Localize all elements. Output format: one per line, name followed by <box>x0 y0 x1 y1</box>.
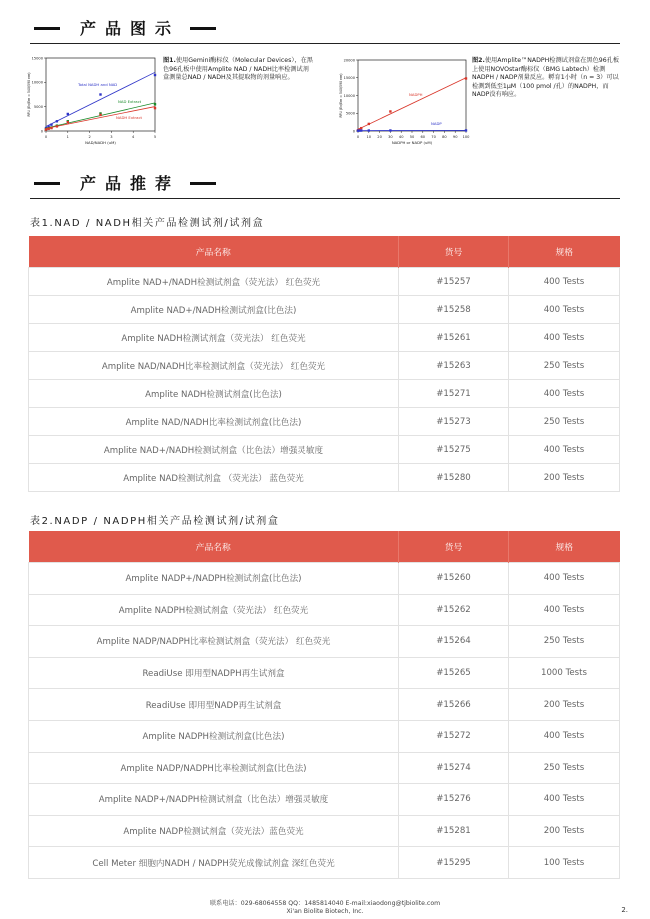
column-header-size: 规格 <box>509 236 620 268</box>
x-tick-label: 0 <box>356 135 360 139</box>
catalog-number: #15266 <box>399 689 509 721</box>
data-point <box>45 128 47 130</box>
section-title-recommend: 产品推荐 <box>80 174 181 193</box>
package-size: 250 Tests <box>509 352 620 380</box>
figure1-caption <box>163 57 313 83</box>
package-size: 250 Tests <box>509 752 620 784</box>
heading-dash-left <box>34 27 60 30</box>
catalog-number: #15258 <box>399 296 509 324</box>
product-name: Amplite NAD+/NADH检测试剂盒（荧光法） 红色荧光 <box>29 268 399 296</box>
series-label: NADH Extract <box>116 115 143 120</box>
product-name: Amplite NADP+/NADPH检测试剂盒(比色法) <box>29 563 399 595</box>
table1-title: 表1.NAD / NADH相关产品检测试剂/试剂盒 <box>30 218 265 229</box>
table-row <box>29 784 620 816</box>
y-tick-label: 5000 <box>33 104 43 109</box>
x-tick-label: 3 <box>110 135 113 139</box>
catalog-number: #15264 <box>399 626 509 658</box>
catalog-number: #15273 <box>399 408 509 436</box>
catalog-number: #15295 <box>399 847 509 879</box>
heading-dash-right <box>190 27 216 30</box>
series-label: Total NADH and NAD <box>78 82 118 87</box>
data-point <box>56 120 58 122</box>
y-tick-label: 5000 <box>345 111 355 116</box>
data-point <box>389 129 391 131</box>
catalog-number: #15272 <box>399 720 509 752</box>
table-row <box>29 436 620 464</box>
package-size: 400 Tests <box>509 296 620 324</box>
x-tick-label: 40 <box>398 135 404 139</box>
package-size: 400 Tests <box>509 324 620 352</box>
y-tick-label: 15000 <box>31 56 43 61</box>
data-point <box>99 93 101 95</box>
footer-contact: 联系电话：029-68064558 QQ：1485814040 E-mail:xiaodong@tjbiolite.com <box>209 900 441 907</box>
product-name: Cell Meter 细胞内NADH / NADPH荧光成像试剂盒 深红色荧光 <box>29 847 399 879</box>
heading-dash-right <box>190 182 216 185</box>
product-name: Amplite NADH检测试剂盒(比色法) <box>29 380 399 408</box>
data-point <box>368 123 370 125</box>
table-row <box>29 268 620 296</box>
product-name: Amplite NAD+/NADH检测试剂盒(比色法) <box>29 296 399 324</box>
package-size: 400 Tests <box>509 268 620 296</box>
series-line <box>358 78 466 130</box>
catalog-number: #15262 <box>399 594 509 626</box>
series-label: NAD Extract <box>118 99 142 104</box>
data-point <box>56 125 58 127</box>
product-name: Amplite NAD/NADH比率检测试剂盒(比色法) <box>29 408 399 436</box>
y-axis-label: RFU (Ex/Em = 540/590 nm) <box>339 73 343 118</box>
series-label: NADP <box>431 121 442 126</box>
section-rule <box>30 198 620 199</box>
x-axis-label: NADPH or NADP (uM) <box>391 140 433 145</box>
data-point <box>50 123 52 125</box>
package-size: 200 Tests <box>509 815 620 847</box>
data-point <box>465 129 467 131</box>
catalog-number: #15257 <box>399 268 509 296</box>
package-size: 400 Tests <box>509 436 620 464</box>
data-point <box>368 129 370 131</box>
product-name: ReadiUse 即用型NADP再生试剂盒 <box>29 689 399 721</box>
data-point <box>154 103 156 105</box>
heading-dash-left <box>34 182 60 185</box>
data-point <box>67 113 69 115</box>
y-tick-label: 15000 <box>343 76 355 81</box>
figure2-caption <box>472 57 622 100</box>
column-header-name: 产品名称 <box>29 236 399 268</box>
footer-company: Xi'an Biolite Biotech, Inc. <box>286 908 364 915</box>
y-tick-label: 10000 <box>31 80 43 85</box>
x-tick-label: 20 <box>377 135 382 139</box>
column-header-catalog: 货号 <box>399 531 509 563</box>
figure1-chart <box>20 52 160 148</box>
table-row <box>29 689 620 721</box>
package-size: 400 Tests <box>509 380 620 408</box>
catalog-number: #15261 <box>399 324 509 352</box>
data-point <box>154 74 156 76</box>
data-point <box>67 121 69 123</box>
catalog-number: #15275 <box>399 436 509 464</box>
table-row <box>29 296 620 324</box>
figure1-caption-text: 使用Gemini酶标仪（Molecular Devices），在黑色96孔板中使用Amplite NAD / NADH比率检测试剂盒测量总NAD / NADH及其提取物的剂量响应。 <box>163 57 313 82</box>
x-tick-label: 50 <box>409 135 415 139</box>
data-point <box>50 127 52 129</box>
product-name: Amplite NADP/NADPH比率检测试剂盒(比色法) <box>29 752 399 784</box>
x-tick-label: 90 <box>452 135 458 139</box>
x-tick-label: 2 <box>88 135 91 139</box>
x-tick-label: 1 <box>66 135 69 139</box>
data-point <box>47 128 49 130</box>
product-name: Amplite NADP/NADPH比率检测试剂盒（荧光法） 红色荧光 <box>29 626 399 658</box>
table-row <box>29 594 620 626</box>
series-label: NADPH <box>409 92 423 97</box>
table-row <box>29 563 620 595</box>
page-number: 2. <box>621 906 628 914</box>
product-name: Amplite NADPH检测试剂盒(比色法) <box>29 720 399 752</box>
package-size: 250 Tests <box>509 626 620 658</box>
data-point <box>154 107 156 109</box>
product-name: Amplite NAD检测试剂盒 （荧光法） 蓝色荧光 <box>29 464 399 492</box>
package-size: 200 Tests <box>509 464 620 492</box>
table-row <box>29 752 620 784</box>
table-header-row <box>29 531 620 563</box>
package-size: 400 Tests <box>509 784 620 816</box>
table-header-row <box>29 236 620 268</box>
x-tick-label: 100 <box>462 135 470 139</box>
package-size: 100 Tests <box>509 847 620 879</box>
data-point <box>360 127 362 129</box>
x-tick-label: 0 <box>44 135 48 139</box>
figure1-caption-label: 图1. <box>163 57 176 64</box>
x-tick-label: 60 <box>420 135 426 139</box>
column-header-size: 规格 <box>509 531 620 563</box>
table-row <box>29 657 620 689</box>
y-tick-label: 10000 <box>343 93 355 98</box>
package-size: 250 Tests <box>509 408 620 436</box>
data-point <box>99 114 101 116</box>
table2-title: 表2.NADP / NADPH相关产品检测试剂/试剂盒 <box>30 516 280 527</box>
table2 <box>28 531 620 879</box>
catalog-number: #15265 <box>399 657 509 689</box>
catalog-number: #15281 <box>399 815 509 847</box>
x-tick-label: 70 <box>431 135 436 139</box>
y-tick-label: 0 <box>352 129 355 134</box>
x-tick-label: 80 <box>442 135 447 139</box>
catalog-number: #15263 <box>399 352 509 380</box>
table-row <box>29 626 620 658</box>
table-row <box>29 352 620 380</box>
package-size: 200 Tests <box>509 689 620 721</box>
x-tick-label: 10 <box>366 135 372 139</box>
x-tick-label: 4 <box>132 135 135 139</box>
data-point <box>389 110 391 112</box>
package-size: 400 Tests <box>509 563 620 595</box>
product-name: Amplite NADP检测试剂盒（荧光法）蓝色荧光 <box>29 815 399 847</box>
table-row <box>29 408 620 436</box>
column-header-catalog: 货号 <box>399 236 509 268</box>
data-point <box>358 129 360 131</box>
y-tick-label: 0 <box>40 129 43 134</box>
table-row <box>29 815 620 847</box>
package-size: 400 Tests <box>509 594 620 626</box>
section-title-figures: 产品图示 <box>80 19 181 38</box>
data-point <box>360 129 362 131</box>
product-name: Amplite NAD/NADH比率检测试剂盒（荧光法） 红色荧光 <box>29 352 399 380</box>
table1 <box>28 236 620 492</box>
table-row <box>29 720 620 752</box>
table-row <box>29 847 620 879</box>
table-row <box>29 464 620 492</box>
section-rule <box>30 43 620 44</box>
catalog-number: #15280 <box>399 464 509 492</box>
figure2-caption-label: 图2. <box>472 57 485 64</box>
column-header-name: 产品名称 <box>29 531 399 563</box>
product-name: Amplite NADP+/NADPH检测试剂盒（比色法）增强灵敏度 <box>29 784 399 816</box>
x-axis-label: NAD/NADH (uM) <box>85 140 116 145</box>
package-size: 400 Tests <box>509 720 620 752</box>
catalog-number: #15274 <box>399 752 509 784</box>
catalog-number: #15260 <box>399 563 509 595</box>
figure2-caption-text: 使用Amplite™NADPH检测试剂盒在黑色96孔板上使用NOVOstar酶标仪（BMG Labtech）检测NADPH / NADP剂量反应。孵育1小时（n = 3）可以检测到低至1μM（100 pmol /孔）的NADPH，而NADP没有响应。 <box>472 57 620 99</box>
data-point <box>465 77 467 79</box>
catalog-number: #15276 <box>399 784 509 816</box>
product-name: Amplite NAD+/NADH检测试剂盒（比色法）增强灵敏度 <box>29 436 399 464</box>
x-tick-label: 5 <box>153 135 157 139</box>
section-header-figures <box>30 14 620 44</box>
package-size: 1000 Tests <box>509 657 620 689</box>
x-tick-label: 30 <box>388 135 393 139</box>
product-name: Amplite NADH检测试剂盒（荧光法） 红色荧光 <box>29 324 399 352</box>
product-name: Amplite NADPH检测试剂盒（荧光法） 红色荧光 <box>29 594 399 626</box>
y-tick-label: 20000 <box>343 58 355 63</box>
catalog-number: #15271 <box>399 380 509 408</box>
section-header-recommend <box>30 169 620 199</box>
figure2-chart <box>335 52 470 148</box>
table-row <box>29 380 620 408</box>
y-axis-label: RFU (Ex/Em = 540/590 nm) <box>27 72 31 117</box>
table-row <box>29 324 620 352</box>
product-name: ReadiUse 即用型NADPH再生试剂盒 <box>29 657 399 689</box>
